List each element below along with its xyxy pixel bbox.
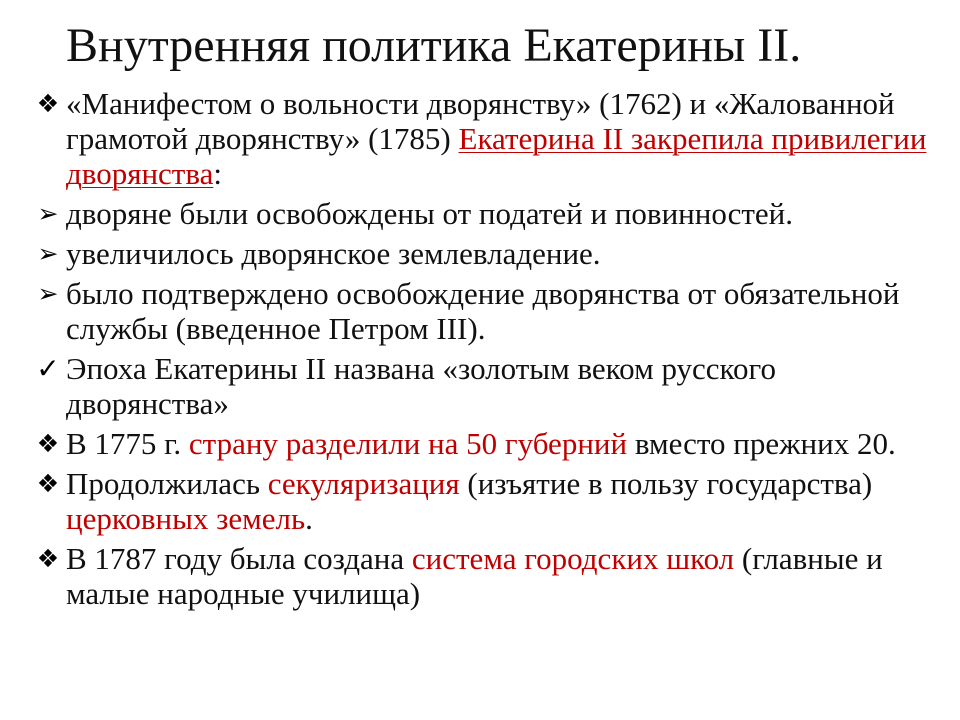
list-item-schools [34,541,934,611]
highlight-text: церковных земель [66,501,306,536]
check-bullet-icon: ✓ [36,352,60,385]
item-text: увеличилось дворянское землевладение. [66,236,601,271]
item-text: : [213,156,222,191]
diamond-bullet-icon: ❖ [36,89,60,118]
slide-title: Внутренняя политика Екатерины II. [66,19,802,72]
list-item-gubernias [34,426,934,461]
list-item-taxes [34,196,934,231]
item-text: «Манифестом о вольности дворянству» (1762) и «Жалованной грамотой дворянству» (1785) [66,86,895,156]
list-item-land [34,236,934,271]
item-text: . [305,501,313,536]
highlight-text: секуляризация [267,466,460,501]
bullet-list [34,86,934,616]
list-item-manifesto [34,86,934,191]
list-item-golden-age [34,351,934,421]
highlight-text: система городских школ [411,541,735,576]
list-item-service [34,276,934,346]
diamond-bullet-icon: ❖ [36,469,60,498]
highlight-link-text[interactable]: Екатерина II закрепила привилегии дворянства [66,121,927,191]
highlight-text: страну разделили на 50 губерний [188,426,628,461]
list-item-secularization [34,466,934,536]
item-text: дворяне были освобождены от податей и повинностей. [66,196,794,231]
item-text: (изъятие в пользу государства) [459,466,873,501]
item-text: Продолжилась [66,466,268,501]
item-text: (главные и малые народные училища) [66,541,883,611]
arrow-bullet-icon: ➢ [37,239,59,268]
item-text: вместо прежних 20. [627,426,896,461]
arrow-bullet-icon: ➢ [37,199,59,228]
diamond-bullet-icon: ❖ [36,429,60,458]
diamond-bullet-icon: ❖ [36,544,60,573]
item-text: В 1775 г. [66,426,189,461]
arrow-bullet-icon: ➢ [37,279,59,308]
item-text: В 1787 году была создана [66,541,412,576]
item-text: Эпоха Екатерины II названа «золотым веком русского дворянства» [66,351,776,421]
item-text: было подтверждено освобождение дворянства от обязательной службы (введенное Петром III). [66,276,900,346]
